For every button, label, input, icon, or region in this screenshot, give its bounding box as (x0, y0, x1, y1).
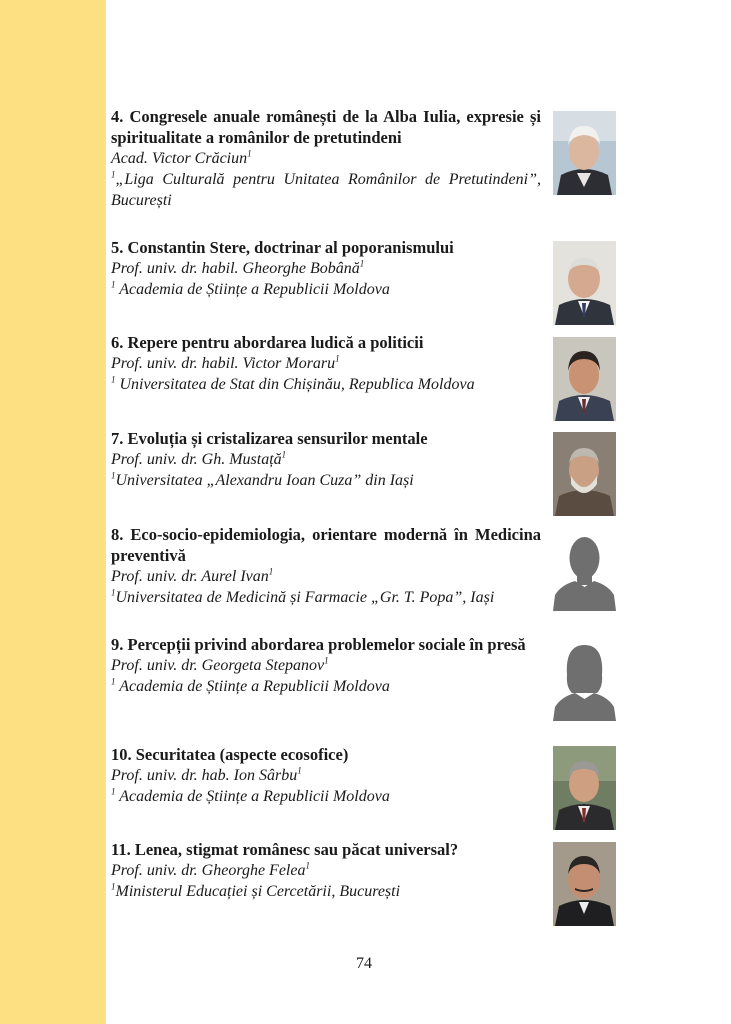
yellow-side-band (0, 0, 106, 1024)
entry-affiliation: $^1$ Academia de Științe a Republicii Moldova (111, 786, 390, 805)
entry-affiliation: $^1$Ministerul Educației și Cercetării, București (111, 881, 401, 900)
entry-title: 11. Lenea, stigmat românesc sau păcat universal? (111, 840, 459, 859)
entry-9 (111, 634, 541, 697)
author-photo-11 (553, 842, 616, 926)
silhouette-female-icon (553, 637, 616, 721)
entry-affiliation: $^1$Universitatea „Alexandru Ioan Cuza” din Iași (111, 470, 414, 489)
entry-title: 6. Repere pentru abordarea ludică a politicii (111, 333, 424, 352)
entry-author: Prof. univ. dr. Georgeta Stepanov$^1$ (111, 655, 329, 674)
entry-author: Prof. univ. dr. Gheorghe Felea$^1$ (111, 860, 310, 879)
page-number: 74 (356, 955, 372, 972)
entry-11 (111, 839, 541, 902)
entry-author: Prof. univ. dr. habil. Gheorghe Bobână$^1$ (111, 258, 365, 277)
entry-4 (111, 106, 541, 211)
entry-author: Prof. univ. dr. habil. Victor Moraru$^1$ (111, 353, 340, 372)
entry-title: 4. Congresele anuale românești de la Alba Iulia, expresie și spiritualitate a românilor de pretutindeni (111, 107, 541, 147)
entry-affiliation: $^1$Universitatea de Medicină și Farmacie „Gr. T. Popa”, Iași (111, 587, 495, 606)
entry-10 (111, 744, 541, 807)
entry-title: 7. Evoluția și cristalizarea sensurilor mentale (111, 429, 428, 448)
entry-7 (111, 428, 541, 491)
entry-title: 10. Securitatea (aspecte ecosofice) (111, 745, 349, 764)
author-photo-5 (553, 241, 616, 325)
entry-title: 8. Eco-socio-epidemiologia, orientare modernă în Medicina preventivă (111, 525, 541, 565)
author-photo-10 (553, 746, 616, 830)
entry-affiliation: $^1$ Academia de Științe a Republicii Moldova (111, 676, 390, 695)
entry-affiliation: $^1$ Universitatea de Stat din Chișinău, Republica Moldova (111, 374, 475, 393)
entry-author: Acad. Victor Crăciun$^1$ (111, 148, 252, 167)
author-photo-7 (553, 432, 616, 516)
entry-author: Prof. univ. dr. Aurel Ivan$^1$ (111, 566, 274, 585)
entry-author: Prof. univ. dr. hab. Ion Sârbu$^1$ (111, 765, 302, 784)
entry-6 (111, 332, 541, 395)
entry-5 (111, 237, 541, 300)
entry-affiliation: $^1$ Academia de Științe a Republicii Moldova (111, 279, 390, 298)
entry-affiliation: $^1$„Liga Culturală pentru Unitatea Românilor de Pretutindeni”, București (111, 169, 541, 209)
silhouette-male-icon (553, 527, 616, 611)
entry-title: 5. Constantin Stere, doctrinar al poporanismului (111, 238, 454, 257)
entry-author: Prof. univ. dr. Gh. Mustață$^1$ (111, 449, 287, 468)
author-photo-4 (553, 111, 616, 195)
entry-title: 9. Percepții privind abordarea problemelor sociale în presă (111, 635, 526, 654)
entry-8 (111, 524, 541, 608)
author-photo-6 (553, 337, 616, 421)
